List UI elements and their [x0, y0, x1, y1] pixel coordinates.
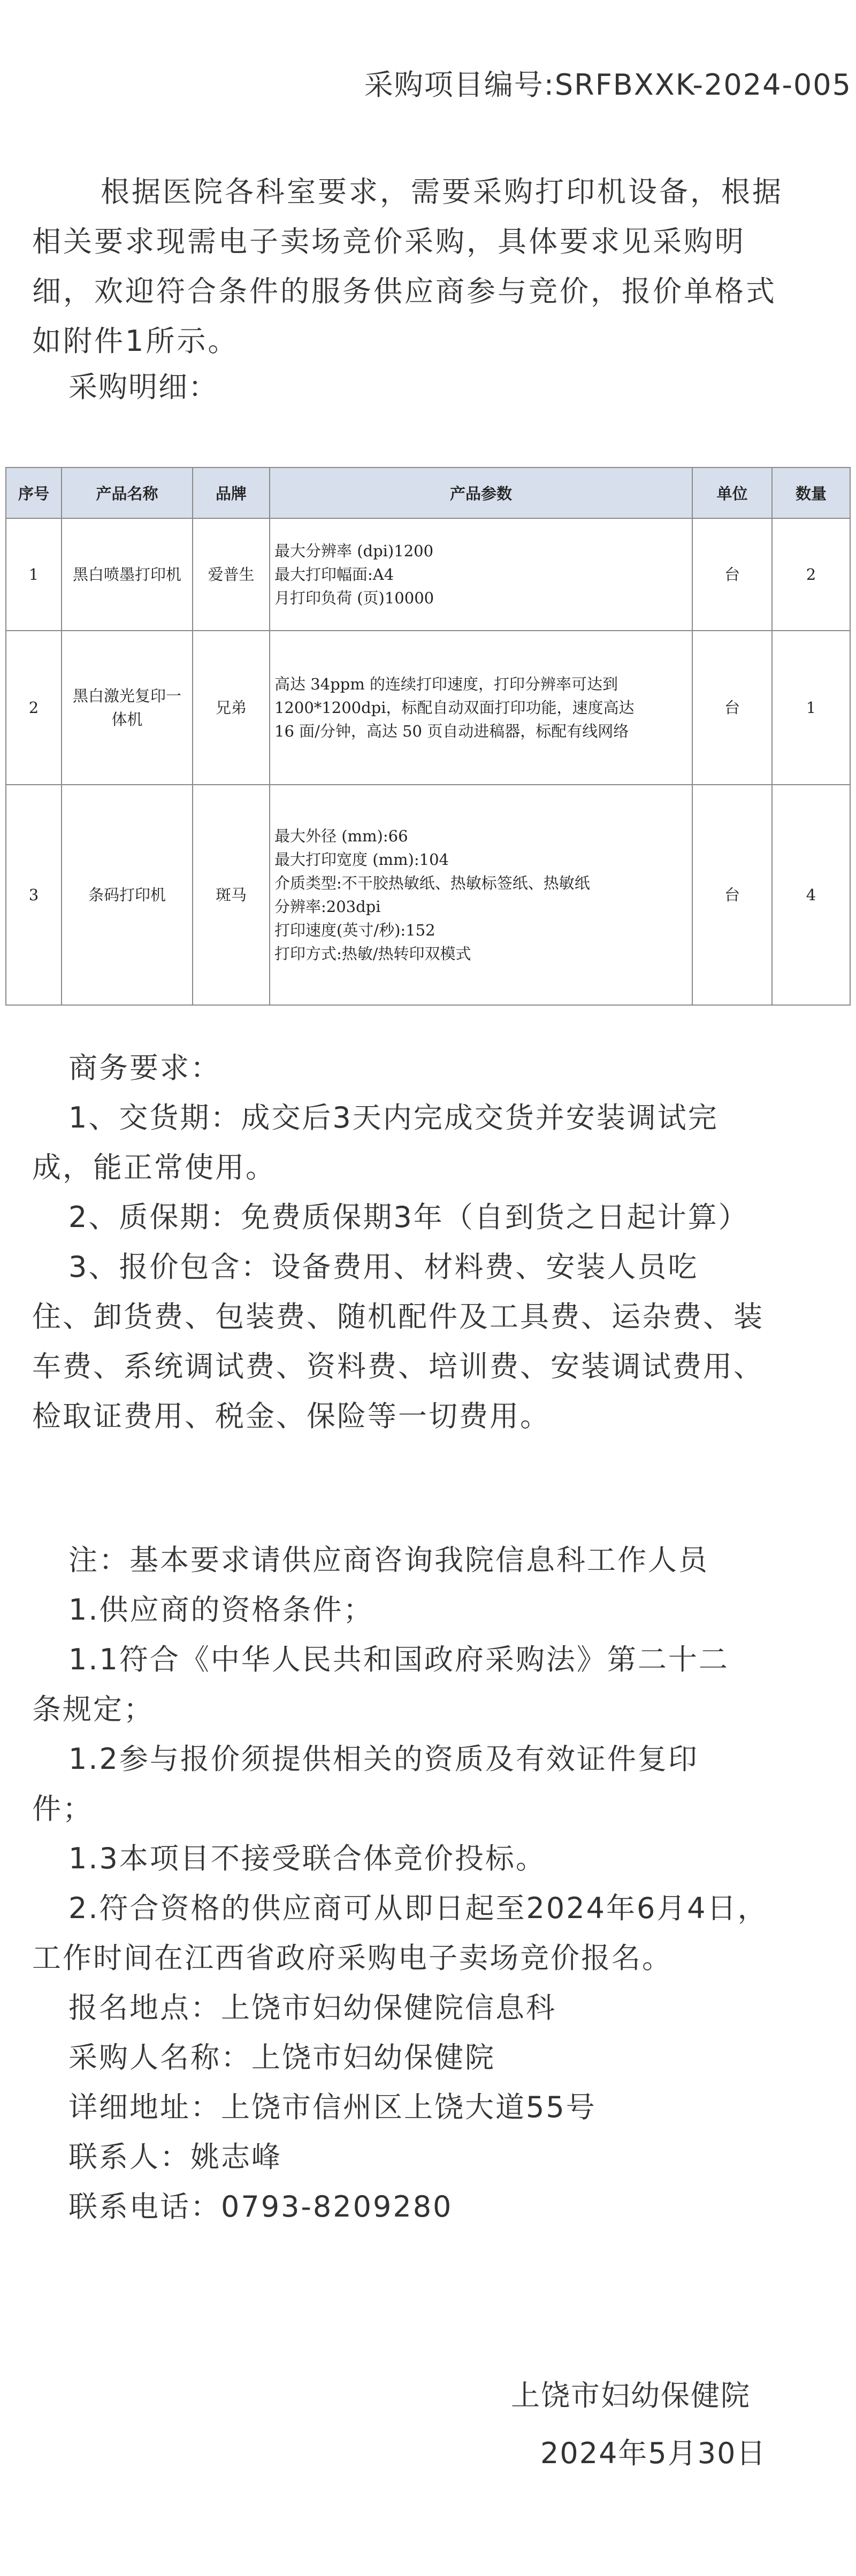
project-number: 采购项目编号:SRFBXXK-2024-005 [364, 68, 852, 102]
cell-brand: 爱普生 [193, 518, 270, 631]
qualification-title: 1.供应商的资格条件； [68, 1593, 374, 1627]
intro-line: 根据医院各科室要求，需要采购打印机设备，根据 [101, 175, 783, 209]
param-line: 1200*1200dpi，标配自动双面打印功能，速度高达 [274, 699, 635, 717]
qualification-1-3: 1.3本项目不接受联合体竞价投标。 [68, 1842, 546, 1875]
param-line: 最大分辨率 (dpi)1200 [274, 542, 434, 560]
param-line: 打印方式:热敏/热转印双模式 [274, 945, 471, 963]
cell-params [270, 518, 692, 631]
intro-line: 如附件1所示。 [32, 324, 239, 358]
table-row [6, 518, 850, 631]
col-header-name: 产品名称 [62, 467, 193, 518]
note-line: 注：基本要求请供应商咨询我院信息科工作人员 [68, 1543, 709, 1577]
col-header-params: 产品参数 [270, 467, 692, 518]
cell-name: 黑白激光复印一体机 [62, 631, 193, 785]
table-header-row [6, 467, 850, 518]
business-heading: 商务要求： [68, 1051, 221, 1085]
param-line: 介质类型:不干胶热敏纸、热敏标签纸、热敏纸 [274, 874, 590, 892]
signature-org: 上饶市妇幼保健院 [511, 2379, 751, 2412]
cell-no: 3 [6, 785, 62, 1005]
contact-person: 联系人：姚志峰 [68, 2140, 282, 2174]
qualification-1-2: 1.2参与报价须提供相关的资质及有效证件复印 [68, 1742, 699, 1776]
cell-qty: 4 [772, 785, 850, 1005]
param-line: 高达 34ppm 的连续打印速度，打印分辨率可达到 [274, 675, 618, 693]
qualification-1-2-cont: 件； [32, 1792, 93, 1826]
cell-brand: 斑马 [193, 785, 270, 1005]
col-header-unit: 单位 [692, 467, 772, 518]
signature-date: 2024年5月30日 [540, 2436, 767, 2470]
param-line: 最大打印宽度 (mm):104 [274, 850, 449, 869]
buyer-address: 详细地址：上饶市信州区上饶大道55号 [68, 2090, 597, 2124]
registration-period: 2.符合资格的供应商可从即日起至2024年6月4日， [68, 1891, 768, 1925]
col-header-no: 序号 [6, 467, 62, 518]
param-line: 16 面/分钟，高达 50 页自动进稿器，标配有线网络 [274, 722, 629, 740]
param-line: 打印速度(英寸/秒):152 [274, 921, 435, 939]
param-line: 最大打印幅面:A4 [274, 565, 394, 584]
param-line: 分辨率:203dpi [274, 898, 381, 916]
detail-heading: 采购明细： [68, 370, 218, 404]
business-item-price-cont: 车费、系统调试费、资料费、培训费、安装调试费用、 [32, 1350, 764, 1383]
cell-no: 1 [6, 518, 62, 631]
registration-period-cont: 工作时间在江西省政府采购电子卖场竞价报名。 [32, 1941, 672, 1975]
col-header-qty: 数量 [772, 467, 850, 518]
intro-paragraph [32, 167, 856, 366]
cell-name: 黑白喷墨打印机 [62, 518, 193, 631]
qualification-1-1: 1.1符合《中华人民共和国政府采购法》第二十二 [68, 1643, 729, 1676]
table-row [6, 785, 850, 1005]
cell-qty: 1 [772, 631, 850, 785]
cell-no: 2 [6, 631, 62, 785]
buyer-name: 采购人名称：上饶市妇幼保健院 [68, 2041, 495, 2074]
cell-params [270, 631, 692, 785]
cell-params [270, 785, 692, 1005]
cell-unit: 台 [692, 518, 772, 631]
business-item-price-cont: 检取证费用、税金、保险等一切费用。 [32, 1399, 551, 1433]
business-item-delivery-cont: 成，能正常使用。 [32, 1151, 276, 1184]
procurement-table [5, 467, 851, 1006]
cell-brand: 兄弟 [193, 631, 270, 785]
col-header-brand: 品牌 [193, 467, 270, 518]
business-item-price: 3、报价包含：设备费用、材料费、安装人员吃 [68, 1250, 699, 1284]
intro-line: 相关要求现需电子卖场竞价采购，具体要求见采购明 [32, 225, 746, 258]
param-line: 月打印负荷 (页)10000 [274, 589, 434, 607]
cell-qty: 2 [772, 518, 850, 631]
business-item-warranty: 2、质保期：免费质保期3年（自到货之日起计算） [68, 1200, 749, 1234]
cell-unit: 台 [692, 631, 772, 785]
signup-place: 报名地点：上饶市妇幼保健院信息科 [68, 1991, 556, 2025]
business-item-delivery: 1、交货期：成交后3天内完成交货并安装调试完 [68, 1101, 719, 1134]
business-requirements [32, 1043, 856, 1441]
table-row [6, 631, 850, 785]
business-item-price-cont: 住、卸货费、包装费、随机配件及工具费、运杂费、装 [32, 1300, 764, 1333]
qualification-1-1-cont: 条规定； [32, 1692, 154, 1726]
param-line: 最大外径 (mm):66 [274, 827, 408, 845]
intro-line: 细，欢迎符合条件的服务供应商参与竞价，报价单格式 [32, 274, 777, 308]
cell-unit: 台 [692, 785, 772, 1005]
notes-section [32, 1535, 856, 2232]
cell-name: 条码打印机 [62, 785, 193, 1005]
contact-phone: 联系电话：0793-8209280 [68, 2190, 453, 2224]
